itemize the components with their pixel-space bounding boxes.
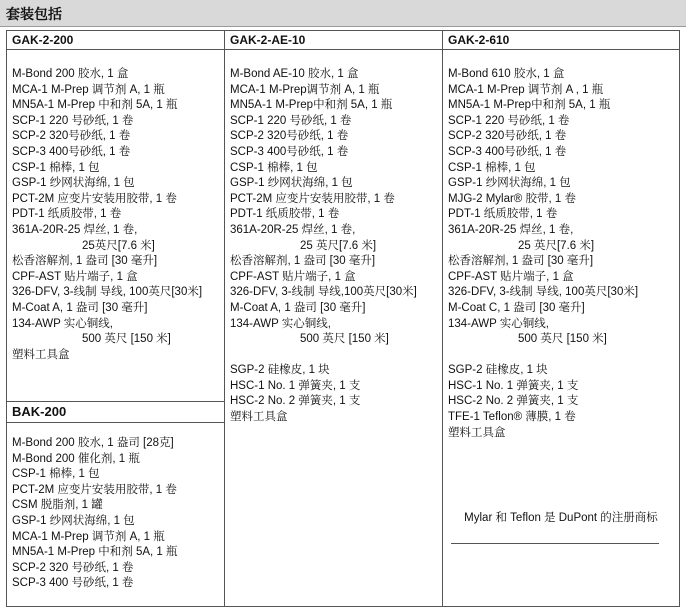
list-item: 134-AWP 实心铜线, [230, 317, 331, 330]
list-item: CSP-1 棉棒, 1 包 [448, 161, 536, 174]
list-item: CPF-AST 贴片端子, 1 盒 [12, 270, 138, 283]
list-item: SCP-2 320号砂纸, 1 卷 [448, 130, 567, 143]
list-item: MCA-1 M-Prep调节剂 A, 1 瓶 [230, 83, 380, 96]
list-item: GSP-1 纱网状海绵, 1 包 [230, 177, 353, 190]
list-item: M-Coat A, 1 盎司 [30 毫升] [12, 301, 148, 314]
list-item: SCP-1 220 号砂纸, 1 卷 [448, 114, 570, 127]
list-item: HSC-1 No. 1 弹簧夹, 1 支 [448, 379, 579, 392]
list-item [230, 348, 440, 364]
list-item: PCT-2M 应变片安装用胶带, 1 卷 [12, 483, 177, 496]
list-item: CSP-1 棉棒, 1 包 [12, 161, 100, 174]
page-title: 套装包括 [6, 7, 62, 23]
list-item: MCA-1 M-Prep 调节剂 A , 1 瓶 [448, 83, 604, 96]
list-item: HSC-2 No. 2 弹簧夹, 1 支 [448, 395, 579, 408]
kit-heading: GAK-2-610 [443, 31, 679, 50]
list-item: MN5A-1 M-Prep中和剂 5A, 1 瓶 [230, 99, 393, 112]
list-item: HSC-2 No. 2 弹簧夹, 1 支 [230, 395, 361, 408]
list-item: MN5A-1 M-Prep 中和剂 5A, 1 瓶 [12, 546, 178, 559]
list-item: 361A-20R-25 焊丝, 1 卷, [448, 223, 574, 236]
list-item: MCA-1 M-Prep 调节剂 A, 1 瓶 [12, 530, 165, 543]
list-item: 松香溶解剂, 1 盎司 [30 毫升] [12, 255, 158, 268]
list-item: M-Bond 610 胶水, 1 盒 [448, 68, 565, 80]
list-item: 326-DFV, 3-线制 导线, 100英尺[30米] [448, 286, 639, 299]
list-item: 326-DFV, 3-线制 导线, 100英尺[30米] [12, 286, 203, 299]
list-item: 25 英尺[7.6 米] [300, 239, 377, 252]
kit-panel-gak-2-ae-10 [224, 30, 443, 607]
kit-panel-gak-2-610 [442, 30, 680, 607]
list-item: SCP-3 400 号砂纸, 1 卷 [12, 577, 134, 590]
list-item: 134-AWP 实心铜线, [12, 317, 113, 330]
list-item: 500 英尺 [150 米] [518, 333, 607, 346]
kit-item-list [12, 436, 222, 592]
list-item: SCP-1 220 号砂纸, 1 卷 [12, 114, 134, 127]
list-item: M-Bond 200 胶水, 1 盎司 [28克] [12, 437, 174, 449]
list-item: 25 英尺[7.6 米] [518, 239, 595, 252]
kit-item-list [12, 67, 222, 363]
list-item: MJG-2 Mylar® 胶带, 1 卷 [448, 192, 576, 205]
list-item: M-Coat C, 1 盎司 [30 毫升] [448, 301, 585, 314]
kit-panel-gak-2-200 [6, 30, 225, 402]
kit-heading: BAK-200 [7, 402, 224, 423]
list-item: SCP-3 400号砂纸, 1 卷 [230, 145, 349, 158]
list-item [448, 348, 677, 364]
list-item: SCP-2 320 号砂纸, 1 卷 [12, 561, 134, 574]
trademark-note: Mylar 和 Teflon 是 DuPont 的注册商标 [464, 512, 658, 524]
list-item: GSP-1 纱网状海绵, 1 包 [12, 177, 135, 190]
list-item: M-Coat A, 1 盎司 [30 毫升] [230, 301, 366, 314]
divider [451, 543, 659, 544]
list-item: MN5A-1 M-Prep 中和剂 5A, 1 瓶 [12, 99, 178, 112]
list-item: 松香溶解剂, 1 盎司 [30 毫升] [230, 255, 376, 268]
list-item: GSP-1 纱网状海绵, 1 包 [12, 514, 135, 527]
kit-item-list [448, 67, 677, 441]
list-item: 326-DFV, 3-线制 导线,100英尺[30米] [230, 286, 417, 299]
list-item: SCP-1 220 号砂纸, 1 卷 [230, 114, 352, 127]
list-item: SCP-2 320号砂纸, 1 卷 [12, 130, 131, 143]
list-item: SCP-3 400号砂纸, 1 卷 [12, 145, 131, 158]
list-item: 松香溶解剂, 1 盎司 [30 毫升] [448, 255, 594, 268]
list-item: CPF-AST 贴片端子, 1 盒 [230, 270, 356, 283]
list-item: SGP-2 硅橡皮, 1 块 [230, 364, 330, 377]
list-item: M-Bond AE-10 胶水, 1 盒 [230, 68, 359, 80]
list-item: M-Bond 200 催化剂, 1 瓶 [12, 452, 140, 465]
list-item: 361A-20R-25 焊丝, 1 卷, [230, 223, 356, 236]
list-item: 塑料工具盒 [230, 411, 288, 424]
list-item: CSP-1 棉棒, 1 包 [230, 161, 318, 174]
list-item: PDT-1 纸质胶带, 1 卷 [448, 208, 558, 221]
list-item: MN5A-1 M-Prep中和剂 5A, 1 瓶 [448, 99, 611, 112]
kit-heading: GAK-2-AE-10 [225, 31, 442, 50]
page-header [0, 0, 686, 27]
list-item: PCT-2M 应变片安装用胶带, 1 卷 [230, 192, 395, 205]
kit-panel-bak-200 [6, 401, 225, 607]
list-item: PDT-1 纸质胶带, 1 卷 [230, 208, 340, 221]
kit-item-list [230, 67, 440, 426]
list-item: GSP-1 纱网状海绵, 1 包 [448, 177, 571, 190]
list-item: 塑料工具盒 [12, 348, 70, 361]
list-item: TFE-1 Teflon® 薄膜, 1 卷 [448, 411, 576, 424]
list-item: M-Bond 200 胶水, 1 盒 [12, 68, 129, 80]
list-item: CSM 脱脂剂, 1 罐 [12, 499, 103, 512]
list-item: 塑料工具盒 [448, 426, 506, 439]
list-item: SGP-2 硅橡皮, 1 块 [448, 364, 548, 377]
list-item: 25英尺[7.6 米] [82, 239, 155, 252]
list-item: 361A-20R-25 焊丝, 1 卷, [12, 223, 138, 236]
list-item: SCP-3 400号砂纸, 1 卷 [448, 145, 567, 158]
list-item: 134-AWP 实心铜线, [448, 317, 549, 330]
list-item: 500 英尺 [150 米] [300, 333, 389, 346]
list-item: PDT-1 纸质胶带, 1 卷 [12, 208, 122, 221]
list-item: MCA-1 M-Prep 调节剂 A, 1 瓶 [12, 83, 165, 96]
list-item: PCT-2M 应变片安装用胶带, 1 卷 [12, 192, 177, 205]
list-item: CPF-AST 贴片端子, 1 盒 [448, 270, 574, 283]
list-item: HSC-1 No. 1 弹簧夹, 1 支 [230, 379, 361, 392]
list-item: SCP-2 320号砂纸, 1 卷 [230, 130, 349, 143]
list-item: CSP-1 棉棒, 1 包 [12, 468, 100, 481]
list-item: 500 英尺 [150 米] [82, 333, 171, 346]
kit-heading: GAK-2-200 [7, 31, 224, 50]
